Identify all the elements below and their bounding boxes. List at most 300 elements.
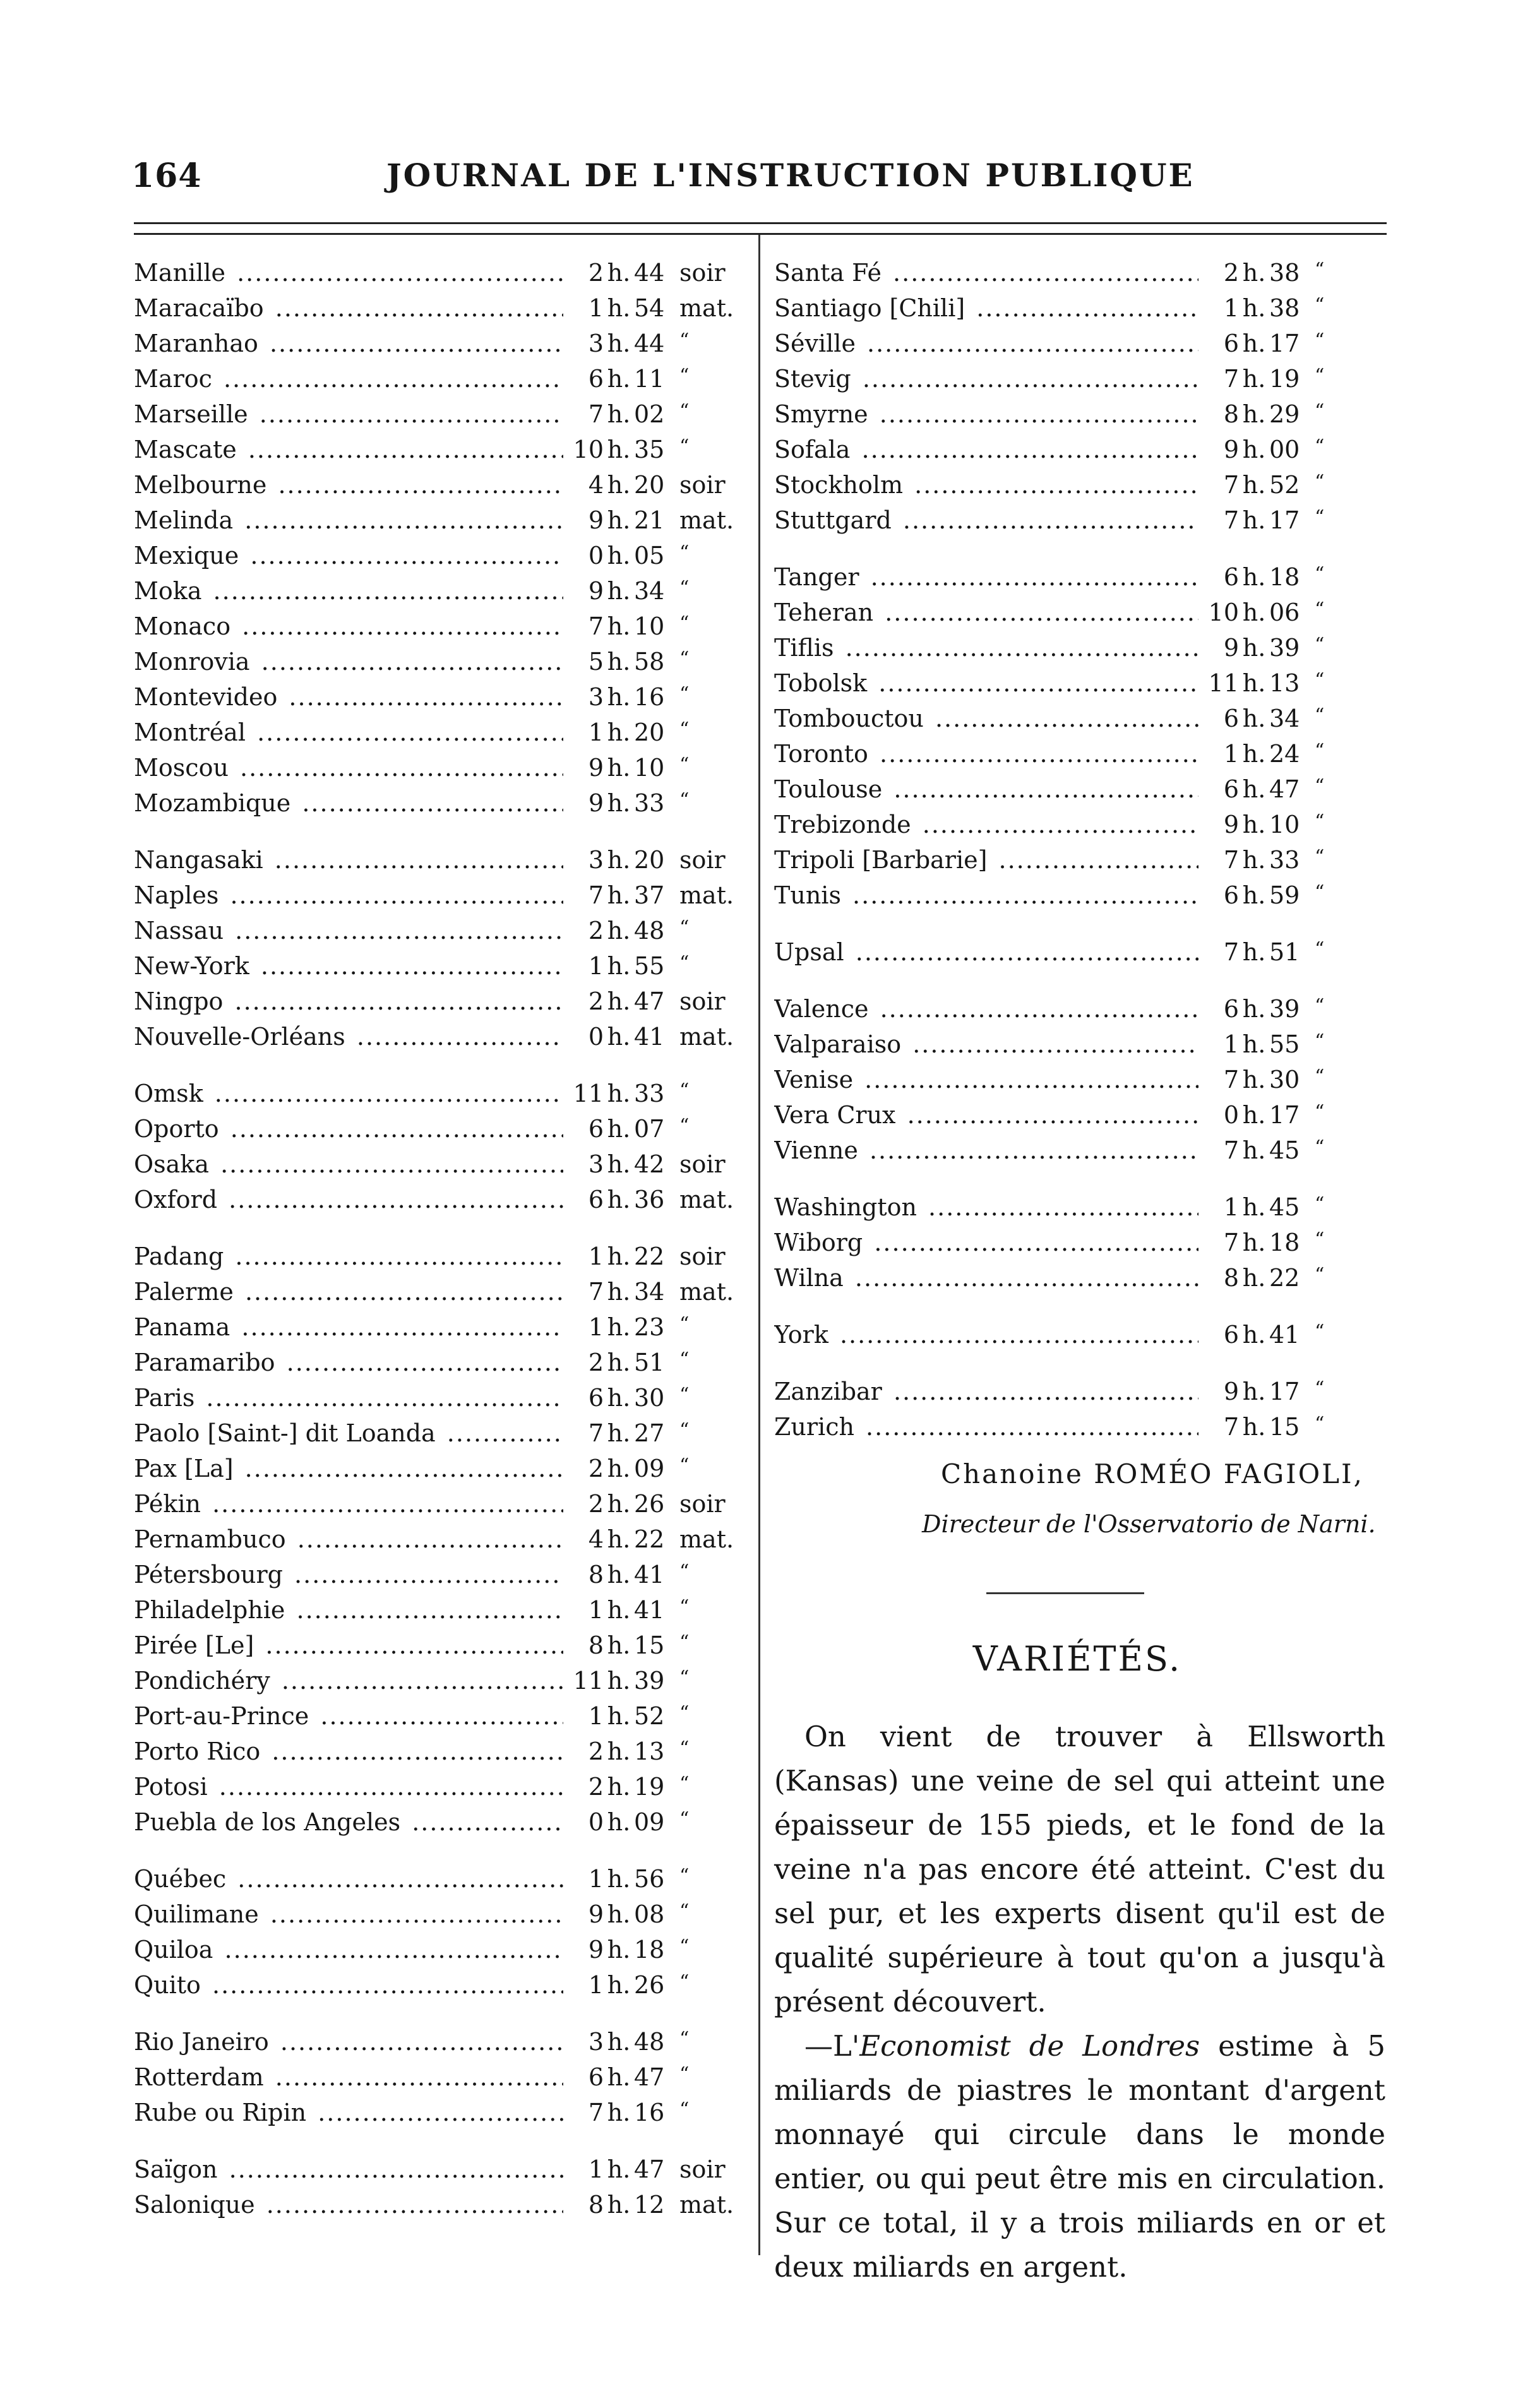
minutes-value: 07: [634, 1115, 665, 1143]
minutes-value: 16: [634, 2099, 665, 2126]
period-label: [671, 1702, 750, 1730]
ditto-mark: “: [679, 648, 690, 670]
place-name: [774, 294, 1198, 322]
place-text: Manille: [134, 259, 228, 287]
period-label: [671, 577, 750, 605]
minutes-value: 36: [634, 1186, 665, 1213]
place-name: [774, 634, 1198, 662]
hours-unit: h.: [607, 1936, 631, 1964]
hours-unit: h.: [1242, 634, 1266, 662]
hours-value: 7: [1223, 1229, 1239, 1256]
place-text: Tombouctou: [774, 705, 926, 732]
period-label: [671, 506, 750, 534]
hours-value: 3: [588, 683, 604, 711]
place-name: [134, 612, 563, 640]
hours-unit: h.: [1242, 775, 1266, 803]
hours-unit: h.: [607, 1596, 631, 1624]
time-entry: [774, 599, 1385, 634]
time-entry: [774, 995, 1385, 1030]
time-entry: [134, 1561, 750, 1596]
ditto-mark: “: [679, 718, 690, 741]
hours-unit: h.: [1242, 1413, 1266, 1441]
place-name: [774, 436, 1198, 463]
time-entry: [134, 1186, 750, 1221]
time-entry: [134, 1936, 750, 1971]
time-entry: [134, 718, 750, 754]
place-name: [774, 1193, 1198, 1221]
period-label: [671, 1808, 750, 1836]
hours-unit: h.: [607, 1419, 631, 1447]
hours-unit: h.: [607, 881, 631, 909]
time-entry: [134, 2155, 750, 2191]
time-entry: [134, 294, 750, 330]
place-text: Maroc: [134, 365, 215, 393]
hours-value: 9: [1223, 1378, 1239, 1405]
place-name: [134, 506, 563, 534]
time-entry: [134, 648, 750, 683]
minutes-value: 44: [634, 330, 665, 357]
time-entry: [134, 881, 750, 917]
place-text: Stockholm: [774, 471, 905, 499]
ditto-mark: “: [679, 1667, 690, 1689]
time-entry: [134, 987, 750, 1023]
hours-value: 1: [588, 294, 604, 322]
place-text: Saïgon: [134, 2155, 220, 2183]
time-entry: [134, 1631, 750, 1667]
hours-value: 5: [588, 648, 604, 676]
place-text: Mexique: [134, 542, 241, 569]
time-entry: [134, 846, 750, 881]
hours-value: 0: [1223, 1101, 1239, 1129]
hours-value: 7: [588, 1278, 604, 1306]
time-entry: [134, 1023, 750, 1058]
place-text: Zurich: [774, 1413, 857, 1441]
place-text: Montréal: [134, 718, 248, 746]
ditto-mark: “: [1315, 1229, 1325, 1251]
time-entry: [774, 1321, 1385, 1356]
place-text: Salonique: [134, 2191, 258, 2219]
period-label: [1306, 846, 1385, 874]
hours-value: 6: [1223, 705, 1239, 732]
hours-value: 10: [573, 436, 604, 463]
minutes-value: 42: [634, 1150, 665, 1178]
hours-unit: h.: [1242, 1101, 1266, 1129]
time-entry: [774, 400, 1385, 436]
place-name: [134, 2099, 563, 2126]
place-text: Monrovia: [134, 648, 253, 676]
ditto-mark: “: [679, 1808, 690, 1830]
place-text: Rotterdam: [134, 2063, 266, 2091]
time-entry: [774, 846, 1385, 881]
place-name: [134, 917, 563, 945]
paragraph-2-italic: Economist de Londres: [859, 2029, 1200, 2063]
hours-value: 7: [1223, 846, 1239, 874]
hours-unit: h.: [607, 754, 631, 782]
period-label: [1306, 1378, 1385, 1405]
place-text: Oxford: [134, 1186, 220, 1213]
article-paragraph-1: On vient de trouver à Ellsworth (Kansas) une veine de sel qui atteint une épaisseur de 155 pieds, et le fond de la veine n'a pas encore été atteint. C'est du sel pur, et les experts disent qu'il est de qualité supérieure à tout qu'on a jusqu'à présent découvert.: [774, 1720, 1385, 2018]
hours-value: 9: [1223, 436, 1239, 463]
place-text: Naples: [134, 881, 221, 909]
period-label: [671, 1596, 750, 1624]
ditto-mark: “: [679, 1971, 690, 1993]
hours-unit: h.: [607, 2155, 631, 2183]
ditto-mark: “: [1315, 1321, 1325, 1343]
hours-unit: h.: [1242, 365, 1266, 393]
hours-unit: h.: [607, 648, 631, 676]
hours-value: 8: [1223, 1264, 1239, 1292]
hours-value: 1: [588, 1971, 604, 1999]
period-label: [671, 259, 750, 287]
journal-title: JOURNAL DE L'INSTRUCTION PUBLIQUE: [386, 157, 1195, 194]
hours-unit: h.: [1242, 599, 1266, 626]
minutes-value: 52: [634, 1702, 665, 1730]
hours-unit: h.: [607, 1525, 631, 1553]
minutes-value: 39: [634, 1667, 665, 1695]
time-entry: [134, 365, 750, 400]
hours-value: 3: [588, 1150, 604, 1178]
time-entry: [774, 811, 1385, 846]
period-label: [1306, 1066, 1385, 1094]
minutes-value: 24: [1269, 740, 1300, 768]
hours-unit: h.: [607, 1186, 631, 1213]
period-label: [1306, 705, 1385, 732]
time-entry: [134, 1971, 750, 2006]
ditto-mark: “: [1315, 1101, 1325, 1123]
minutes-value: 11: [634, 365, 665, 393]
period-label: [671, 1278, 750, 1306]
place-text: Santiago [Chili]: [774, 294, 967, 322]
minutes-value: 48: [634, 2028, 665, 2056]
minutes-value: 23: [634, 1313, 665, 1341]
minutes-value: 16: [634, 683, 665, 711]
time-entry: [134, 2028, 750, 2063]
place-name: [774, 365, 1198, 393]
minutes-value: 30: [634, 1384, 665, 1412]
place-text: Porto Rico: [134, 1737, 263, 1765]
minutes-value: 22: [634, 1243, 665, 1270]
hours-value: 3: [588, 2028, 604, 2056]
period-label: [671, 917, 750, 945]
ditto-mark: “: [679, 330, 690, 352]
place-text: Santa Fé: [774, 259, 884, 287]
minutes-value: 34: [1269, 705, 1300, 732]
period-label: [1306, 563, 1385, 591]
hours-unit: h.: [607, 365, 631, 393]
hours-value: 7: [588, 400, 604, 428]
place-text: Quiloa: [134, 1936, 215, 1964]
period-label: [1306, 599, 1385, 626]
period-label: [1306, 811, 1385, 838]
time-entry: [134, 2099, 750, 2134]
minutes-value: 29: [1269, 400, 1300, 428]
minutes-value: 38: [1269, 294, 1300, 322]
place-name: [134, 1150, 563, 1178]
time-entry: [774, 938, 1385, 974]
hours-value: 11: [1208, 669, 1239, 697]
place-name: [134, 789, 563, 817]
minutes-value: 00: [1269, 436, 1300, 463]
varietes-article: [774, 1715, 1385, 2289]
time-entry: [774, 1136, 1385, 1172]
hours-unit: h.: [607, 1150, 631, 1178]
place-name: [774, 330, 1198, 357]
place-text: Valence: [774, 995, 871, 1023]
hours-unit: h.: [607, 330, 631, 357]
period-label: [671, 542, 750, 569]
place-text: Quilimane: [134, 1900, 261, 1928]
place-name: [134, 881, 563, 909]
minutes-value: 10: [1269, 811, 1300, 838]
time-entry: [774, 294, 1385, 330]
ditto-mark: “: [679, 1115, 690, 1137]
hours-value: 1: [588, 1243, 604, 1270]
place-name: [134, 1525, 563, 1553]
time-entry: [774, 1264, 1385, 1299]
period-label: [671, 1561, 750, 1588]
place-text: Paramaribo: [134, 1349, 278, 1376]
place-name: [774, 1378, 1198, 1405]
hours-unit: h.: [1242, 400, 1266, 428]
place-text: Zanzibar: [774, 1378, 885, 1405]
minutes-value: 18: [634, 1936, 665, 1964]
hours-unit: h.: [1242, 563, 1266, 591]
ditto-mark: “: [679, 612, 690, 635]
minutes-value: 47: [634, 987, 665, 1015]
ditto-mark: “: [679, 917, 690, 939]
place-text: Quito: [134, 1971, 203, 1999]
ditto-mark: “: [679, 1631, 690, 1654]
hours-unit: h.: [607, 846, 631, 874]
place-text: Pernambuco: [134, 1525, 289, 1553]
ditto-mark: “: [1315, 436, 1325, 458]
time-entry: [774, 881, 1385, 917]
place-text: Québec: [134, 1865, 229, 1893]
place-text: Toronto: [774, 740, 871, 768]
hours-value: 7: [1223, 1136, 1239, 1164]
place-name: [774, 938, 1198, 966]
time-entry: [134, 952, 750, 987]
signature-prefix: Chanoine: [941, 1458, 1084, 1489]
hours-unit: h.: [607, 577, 631, 605]
minutes-value: 18: [1269, 563, 1300, 591]
hours-unit: h.: [607, 612, 631, 640]
place-text: Melinda: [134, 506, 236, 534]
minutes-value: 47: [1269, 775, 1300, 803]
hours-value: 7: [588, 1419, 604, 1447]
hours-value: 9: [588, 754, 604, 782]
hours-value: 1: [588, 2155, 604, 2183]
hours-value: 1: [1223, 740, 1239, 768]
period-label: [671, 1186, 750, 1213]
place-text: Moscou: [134, 754, 231, 782]
ditto-mark: “: [1315, 1413, 1325, 1435]
hours-value: 9: [588, 506, 604, 534]
place-name: [134, 1278, 563, 1306]
hours-value: 2: [588, 1773, 604, 1801]
ditto-mark: “: [679, 952, 690, 974]
time-entry: [134, 1490, 750, 1525]
minutes-value: 54: [634, 294, 665, 322]
minutes-value: 45: [1269, 1193, 1300, 1221]
hours-value: 7: [1223, 506, 1239, 534]
ditto-mark: “: [1315, 1066, 1325, 1088]
time-entry: [774, 669, 1385, 705]
ditto-mark: “: [1315, 365, 1325, 387]
period-label: [671, 1243, 750, 1270]
place-name: [774, 846, 1198, 874]
minutes-value: 26: [634, 1490, 665, 1518]
time-entry: [774, 634, 1385, 669]
hours-value: 6: [1223, 995, 1239, 1023]
hours-unit: h.: [607, 1080, 631, 1107]
ditto-mark: “: [679, 400, 690, 422]
minutes-value: 48: [634, 917, 665, 945]
period-text: soir: [679, 987, 726, 1015]
period-text: soir: [679, 259, 726, 287]
time-entry: [134, 1900, 750, 1936]
period-label: [1306, 634, 1385, 662]
minutes-value: 37: [634, 881, 665, 909]
place-text: Mascate: [134, 436, 239, 463]
hours-unit: h.: [1242, 1136, 1266, 1164]
hours-unit: h.: [607, 952, 631, 980]
place-text: Wiborg: [774, 1229, 865, 1256]
minutes-value: 15: [1269, 1413, 1300, 1441]
place-text: Maranhao: [134, 330, 261, 357]
minutes-value: 41: [634, 1596, 665, 1624]
hours-unit: h.: [1242, 938, 1266, 966]
place-name: [134, 1455, 563, 1482]
minutes-value: 09: [634, 1455, 665, 1482]
paragraph-2-rest: estime à 5 miliards de piastres le montant d'argent monnayé qui circule dans le monde entier, ou qui peut être mis en circulation. Sur ce total, il y a trois miliards en or et deux miliards en argent.: [774, 2029, 1385, 2284]
time-entry: [134, 2191, 750, 2226]
time-entry: [774, 330, 1385, 365]
place-text: Palerme: [134, 1278, 236, 1306]
minutes-value: 21: [634, 506, 665, 534]
place-text: Paolo [Saint-] dit Loanda: [134, 1419, 438, 1447]
hours-unit: h.: [607, 1971, 631, 1999]
ditto-mark: “: [1315, 599, 1325, 621]
time-entry: [134, 1455, 750, 1490]
place-name: [134, 542, 563, 569]
running-head: [0, 149, 1518, 206]
place-text: Nouvelle-Orléans: [134, 1023, 348, 1051]
ditto-mark: “: [679, 1737, 690, 1760]
place-name: [774, 1229, 1198, 1256]
hours-unit: h.: [1242, 259, 1266, 287]
period-label: [1306, 471, 1385, 499]
place-name: [134, 683, 563, 711]
hours-unit: h.: [1242, 705, 1266, 732]
place-text: Venise: [774, 1066, 856, 1094]
place-name: [134, 1900, 563, 1928]
minutes-value: 33: [1269, 846, 1300, 874]
time-entry: [134, 1865, 750, 1900]
period-label: [1306, 881, 1385, 909]
hours-value: 7: [1223, 1413, 1239, 1441]
minutes-value: 19: [634, 1773, 665, 1801]
period-text: soir: [679, 471, 726, 499]
period-text: soir: [679, 2155, 726, 2183]
place-text: Tiflis: [774, 634, 837, 662]
place-text: Moka: [134, 577, 204, 605]
minutes-value: 09: [634, 1808, 665, 1836]
place-text: Vienne: [774, 1136, 861, 1164]
minutes-value: 18: [1269, 1229, 1300, 1256]
minutes-value: 34: [634, 577, 665, 605]
ditto-mark: “: [1315, 775, 1325, 797]
minutes-value: 13: [1269, 669, 1300, 697]
ditto-mark: “: [1315, 995, 1325, 1017]
hours-unit: h.: [1242, 995, 1266, 1023]
hours-value: 6: [1223, 1321, 1239, 1349]
hours-value: 3: [588, 330, 604, 357]
time-entry: [134, 506, 750, 542]
period-label: [671, 1737, 750, 1765]
time-entry: [774, 1378, 1385, 1413]
place-name: [774, 471, 1198, 499]
hours-unit: h.: [607, 1243, 631, 1270]
minutes-value: 58: [634, 648, 665, 676]
hours-unit: h.: [607, 1900, 631, 1928]
period-label: [671, 1349, 750, 1376]
ditto-mark: “: [679, 2099, 690, 2121]
minutes-value: 12: [634, 2191, 665, 2219]
hours-value: 2: [588, 1737, 604, 1765]
place-name: [134, 1023, 563, 1051]
signature-name: [941, 1458, 1364, 1489]
period-label: [1306, 436, 1385, 463]
period-label: [1306, 1229, 1385, 1256]
hours-unit: h.: [607, 987, 631, 1015]
period-label: [671, 1150, 750, 1178]
hours-value: 2: [588, 917, 604, 945]
hours-unit: h.: [1242, 811, 1266, 838]
time-entry: [134, 330, 750, 365]
period-label: [1306, 1136, 1385, 1164]
hours-unit: h.: [607, 683, 631, 711]
place-name: [774, 1321, 1198, 1349]
hours-unit: h.: [607, 542, 631, 569]
ditto-mark: “: [1315, 811, 1325, 833]
period-text: mat.: [679, 294, 734, 322]
ditto-mark: “: [1315, 563, 1325, 585]
place-text: Mozambique: [134, 789, 293, 817]
place-name: [134, 1971, 563, 1999]
period-label: [671, 1900, 750, 1928]
hours-value: 7: [1223, 938, 1239, 966]
place-name: [134, 259, 563, 287]
time-entry: [134, 1667, 750, 1702]
place-name: [774, 740, 1198, 768]
period-label: [671, 1023, 750, 1051]
place-name: [774, 1413, 1198, 1441]
period-label: [671, 400, 750, 428]
hours-unit: h.: [607, 294, 631, 322]
place-name: [134, 1737, 563, 1765]
place-name: [134, 330, 563, 357]
period-text: mat.: [679, 2191, 734, 2219]
hours-value: 9: [1223, 634, 1239, 662]
place-text: Maracaïbo: [134, 294, 266, 322]
place-name: [774, 669, 1198, 697]
hours-value: 11: [573, 1080, 604, 1107]
minutes-value: 10: [634, 754, 665, 782]
place-name: [134, 471, 563, 499]
place-name: [134, 1865, 563, 1893]
ditto-mark: “: [679, 1865, 690, 1887]
